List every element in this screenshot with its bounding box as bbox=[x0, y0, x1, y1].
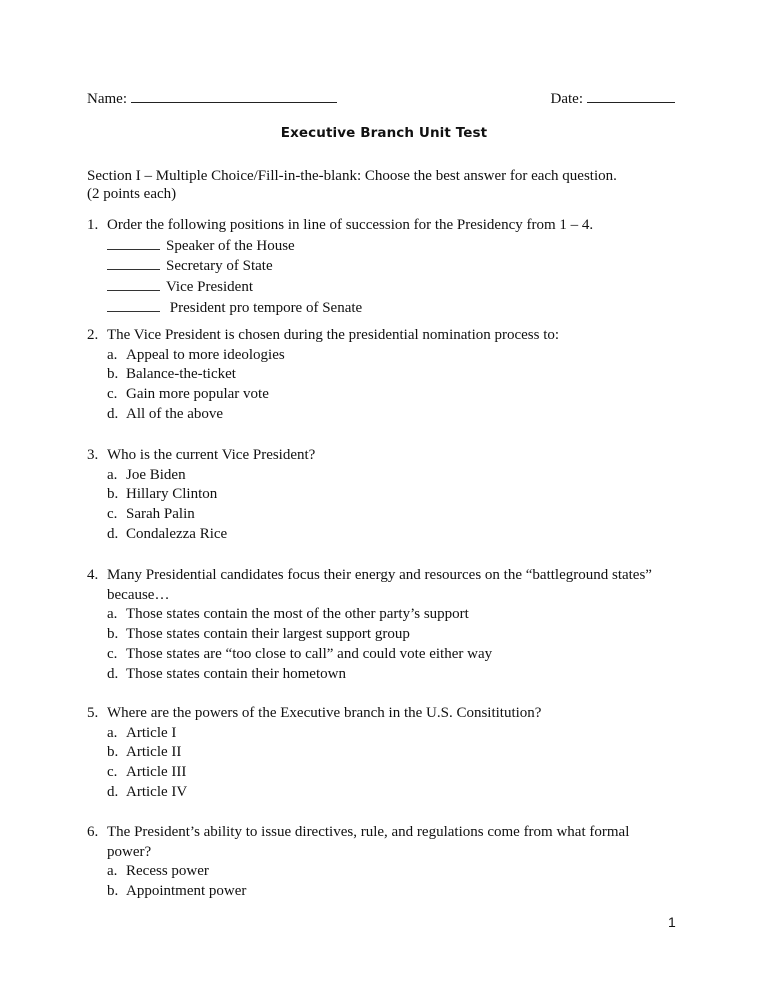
option-letter: b. bbox=[107, 883, 119, 900]
answer-option[interactable] bbox=[87, 665, 707, 685]
option-letter: b. bbox=[107, 486, 119, 503]
answer-option[interactable] bbox=[87, 346, 707, 366]
answer-option[interactable] bbox=[87, 783, 707, 803]
answer-option[interactable] bbox=[87, 645, 707, 665]
answer-option[interactable] bbox=[87, 525, 707, 545]
fill-item-label: Speaker of the House bbox=[166, 237, 295, 254]
option-letter: c. bbox=[107, 764, 118, 781]
question-4 bbox=[87, 566, 707, 684]
question-text: Where are the powers of the Executive branch in the U.S. Consititution? bbox=[107, 705, 542, 721]
option-text: Gain more popular vote bbox=[126, 386, 269, 403]
page-title: Executive Branch Unit Test bbox=[280, 125, 488, 141]
question-2 bbox=[87, 326, 707, 425]
question-text: Who is the current Vice President? bbox=[107, 447, 316, 463]
name-blank[interactable] bbox=[131, 90, 337, 103]
option-text: Article III bbox=[126, 764, 187, 781]
option-letter: a. bbox=[107, 606, 118, 623]
option-text: Article I bbox=[126, 724, 177, 741]
option-text: Condalezza Rice bbox=[126, 525, 228, 542]
instructions-points: (2 points each) bbox=[87, 186, 177, 202]
answer-option[interactable] bbox=[87, 882, 647, 902]
option-letter: b. bbox=[107, 626, 119, 643]
fill-item bbox=[87, 256, 707, 277]
question-6 bbox=[87, 823, 647, 902]
option-text: Sarah Palin bbox=[126, 506, 195, 523]
question-number: 2. bbox=[87, 327, 99, 343]
option-text: Those states contain the most of the other party’s support bbox=[126, 606, 469, 623]
option-text: All of the above bbox=[126, 405, 224, 422]
instructions-line: Section I – Multiple Choice/Fill-in-the-blank: Choose the best answer for each question. bbox=[87, 168, 617, 184]
answer-option[interactable] bbox=[87, 862, 647, 882]
option-letter: b. bbox=[107, 744, 119, 761]
option-letter: a. bbox=[107, 724, 118, 741]
option-letter: c. bbox=[107, 506, 118, 523]
question-text: Order the following positions in line of succession for the Presidency from 1 – 4. bbox=[107, 217, 594, 233]
question-1 bbox=[87, 216, 707, 319]
fill-item-label: Secretary of State bbox=[166, 258, 273, 275]
option-text: Balance-the-ticket bbox=[126, 366, 236, 383]
answer-option[interactable] bbox=[87, 466, 707, 486]
date-label: Date: bbox=[550, 91, 583, 107]
option-letter: d. bbox=[107, 525, 119, 542]
option-text: Recess power bbox=[126, 863, 209, 880]
question-number: 5. bbox=[87, 705, 99, 721]
question-3 bbox=[87, 446, 707, 545]
option-text: Joe Biden bbox=[126, 466, 186, 483]
answer-option[interactable] bbox=[87, 743, 707, 763]
option-text: Appointment power bbox=[126, 883, 247, 900]
fill-blank[interactable] bbox=[107, 236, 160, 250]
option-letter: d. bbox=[107, 405, 119, 422]
date-blank[interactable] bbox=[587, 90, 675, 103]
option-text: Those states contain their hometown bbox=[126, 665, 346, 682]
answer-option[interactable] bbox=[87, 485, 707, 505]
question-number: 3. bbox=[87, 447, 99, 463]
answer-option[interactable] bbox=[87, 763, 707, 783]
question-5 bbox=[87, 704, 707, 803]
header-row bbox=[87, 90, 675, 110]
option-text: Those states contain their largest support group bbox=[126, 626, 410, 643]
name-label: Name: bbox=[87, 91, 127, 107]
option-letter: b. bbox=[107, 366, 119, 383]
option-letter: a. bbox=[107, 466, 118, 483]
page-number: 1 bbox=[668, 914, 676, 930]
fill-item-label: President pro tempore of Senate bbox=[166, 299, 363, 316]
fill-item bbox=[87, 236, 707, 257]
question-number: 6. bbox=[87, 824, 99, 840]
question-number: 4. bbox=[87, 567, 99, 583]
option-letter: d. bbox=[107, 783, 119, 800]
option-text: Those states are “too close to call” and could vote either way bbox=[126, 645, 493, 662]
question-text: Many Presidential candidates focus their energy and resources on the “battleground states” because… bbox=[107, 567, 652, 603]
fill-item bbox=[87, 277, 707, 298]
option-letter: d. bbox=[107, 665, 119, 682]
option-text: Hillary Clinton bbox=[126, 486, 218, 503]
option-letter: c. bbox=[107, 386, 118, 403]
fill-blank[interactable] bbox=[107, 277, 160, 291]
answer-option[interactable] bbox=[87, 505, 707, 525]
option-letter: c. bbox=[107, 645, 118, 662]
answer-option[interactable] bbox=[87, 385, 707, 405]
answer-option[interactable] bbox=[87, 365, 707, 385]
answer-option[interactable] bbox=[87, 405, 707, 425]
section-instructions bbox=[87, 167, 707, 203]
option-text: Article II bbox=[126, 744, 182, 761]
name-field bbox=[87, 90, 337, 108]
answer-option[interactable] bbox=[87, 625, 707, 645]
fill-blank[interactable] bbox=[107, 256, 160, 270]
answer-option[interactable] bbox=[87, 724, 707, 744]
fill-item bbox=[87, 298, 707, 319]
date-field bbox=[551, 90, 675, 108]
option-text: Appeal to more ideologies bbox=[126, 346, 285, 363]
option-letter: a. bbox=[107, 863, 118, 880]
fill-blank[interactable] bbox=[107, 298, 160, 312]
question-number: 1. bbox=[87, 217, 99, 233]
question-text: The President’s ability to issue directives, rule, and regulations come from what formal power? bbox=[107, 824, 630, 860]
fill-item-label: Vice President bbox=[166, 279, 253, 296]
question-text: The Vice President is chosen during the presidential nomination process to: bbox=[107, 327, 560, 343]
option-letter: a. bbox=[107, 346, 118, 363]
option-text: Article IV bbox=[126, 783, 188, 800]
answer-option[interactable] bbox=[87, 605, 707, 625]
